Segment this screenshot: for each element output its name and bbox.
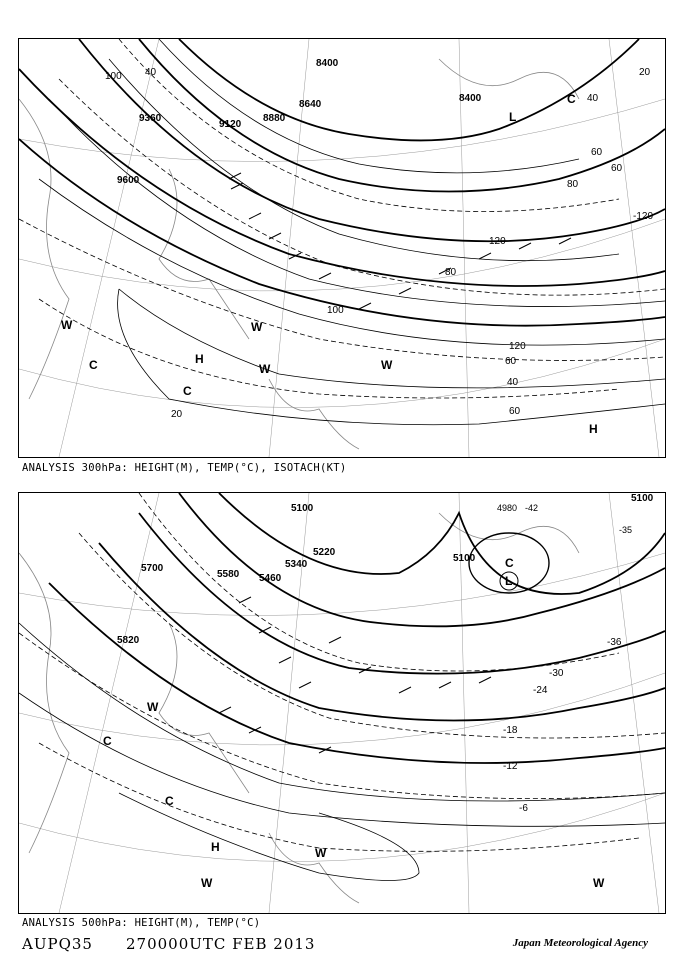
isotach-label: 60 [509, 406, 521, 417]
pressure-center-mark: W [593, 876, 605, 890]
center-value: -36 [607, 637, 622, 648]
height-label: 5580 [217, 569, 240, 580]
height-label: 8880 [263, 113, 286, 124]
isotach-label: 60 [611, 163, 623, 174]
pressure-center-mark: H [589, 422, 598, 436]
pressure-center-mark: W [201, 876, 213, 890]
valid-time: 270000UTC FEB 2013 [126, 935, 316, 953]
height-label: 5220 [313, 547, 336, 558]
isotach-label: 80 [567, 179, 579, 190]
isotach-label: 60 [505, 356, 517, 367]
height-label: 8400 [459, 93, 482, 104]
pressure-center-mark: W [61, 318, 73, 332]
isotach-label: 120 [489, 236, 506, 247]
map-500hpa-canvas [19, 493, 665, 913]
pressure-center-mark: W [251, 320, 263, 334]
map-panel-300hpa [18, 38, 666, 458]
isotach-label: -120 [633, 211, 654, 222]
isotach-label: 60 [591, 147, 603, 158]
height-label: 9120 [219, 119, 242, 130]
isotach-label: 40 [587, 93, 599, 104]
agency-name: Japan Meteorological Agency [512, 937, 648, 949]
isotach-label: 40 [507, 377, 519, 388]
center-value: 4980 [497, 503, 518, 513]
center-value: -12 [503, 761, 518, 772]
isotherms-500 [19, 493, 665, 851]
center-value: -18 [503, 725, 518, 736]
pressure-center-mark: W [381, 358, 393, 372]
graticule-500 [19, 493, 665, 913]
pressure-center-mark: C [165, 794, 174, 808]
height-label: 9360 [139, 113, 162, 124]
pressure-center-mark: C [505, 556, 514, 570]
center-value: -30 [549, 668, 564, 679]
height-label: 8400 [316, 58, 339, 69]
height-label: 5100 [631, 493, 654, 504]
pressure-center-mark: C [567, 92, 576, 106]
pressure-center-mark: W [315, 846, 327, 860]
map-300hpa-canvas [19, 39, 665, 457]
isotach-label: 20 [171, 409, 183, 420]
pressure-center-mark: H [211, 840, 220, 854]
height-label: 5100 [291, 503, 314, 514]
pressure-centers-500 [103, 556, 605, 890]
center-value: -24 [533, 685, 548, 696]
height-label: 8640 [299, 99, 322, 110]
height-label: 5700 [141, 563, 164, 574]
isotach-label: 20 [639, 67, 651, 78]
map-panel-500hpa [18, 492, 666, 914]
isotach-label: 40 [145, 67, 157, 78]
height-contours-500 [49, 493, 665, 763]
pressure-center-mark: L [509, 110, 517, 124]
pressure-center-mark: W [147, 700, 159, 714]
pressure-center-mark: C [183, 384, 192, 398]
wind-barbs-500 [219, 597, 491, 753]
isotach-label: 80 [445, 267, 457, 278]
height-label: 5460 [259, 573, 282, 584]
pressure-center-mark: C [103, 734, 112, 748]
pressure-center-mark: W [259, 362, 271, 376]
center-value: -6 [519, 803, 528, 814]
pressure-center-mark: H [195, 352, 204, 366]
center-value: -35 [619, 525, 633, 535]
isotach-labels-300 [105, 67, 653, 420]
height-label: 9600 [117, 175, 140, 186]
height-label: 5100 [453, 553, 476, 564]
height-label: 5340 [285, 559, 308, 570]
isotach-label: 120 [509, 341, 526, 352]
center-value: -42 [525, 503, 539, 513]
pressure-center-mark: L [505, 574, 513, 588]
isotach-label: 100 [327, 305, 344, 316]
center-values-500 [497, 503, 632, 814]
panel-caption-300hpa: ANALYSIS 300hPa: HEIGHT(M), TEMP(°C), ISOTACH(KT) [22, 462, 347, 474]
pressure-center-mark: C [89, 358, 98, 372]
product-code: AUPQ35 [22, 935, 93, 953]
height-label: 5820 [117, 635, 140, 646]
panel-caption-500hpa: ANALYSIS 500hPa: HEIGHT(M), TEMP(°C) [22, 917, 261, 929]
isotach-label: 100 [105, 71, 122, 82]
